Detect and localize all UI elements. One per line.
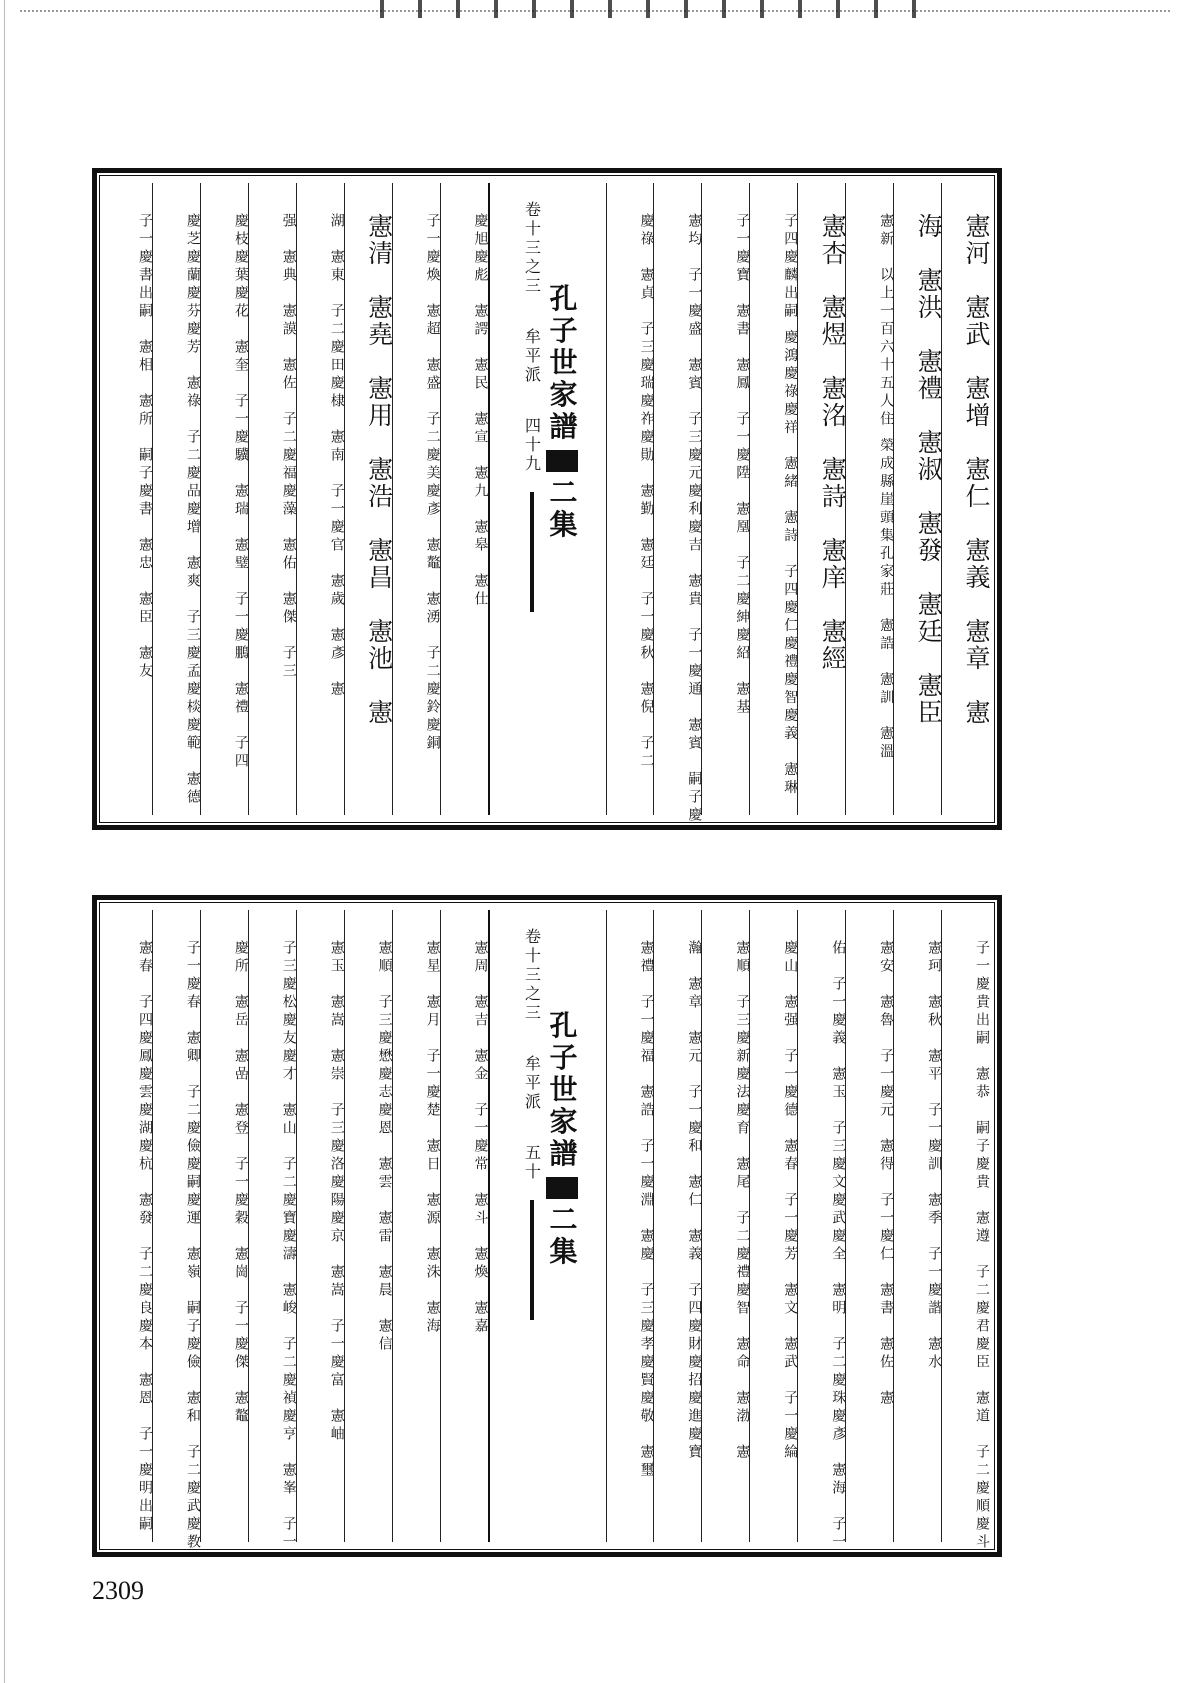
juan-label: 卷十三之三 xyxy=(522,201,542,296)
text-column: 子三慶松慶友慶才 憲山 子二慶寶慶濤 憲峻 子二慶禎慶亨 憲峯 子一 xyxy=(248,910,296,1542)
center-bar xyxy=(530,492,534,612)
text-column: 慶祿 憲貞 子三慶瑞慶祚慶勛 憲勤 憲廷 子一慶秋 憲倪 子二 xyxy=(606,183,654,815)
center-fold-column xyxy=(488,910,606,1542)
text-column: 子四慶麟出嗣 慶鴻慶祿慶祥 憲緒 憲詩 子四慶仁慶禮慶智慶義 憲琳 xyxy=(749,183,797,815)
text-column: 憲春 子四慶鳳慶雲慶湖慶杭 憲發 子二慶良慶本 憲恩 子一慶明出嗣 xyxy=(136,940,153,1534)
text-column: 憲周 憲吉 憲金 子一慶常 憲斗 憲煥 憲嘉 xyxy=(440,910,488,1542)
text-column: 憲禮 子一慶福 憲誥 子一慶淵 憲慶 子三慶孝慶賢慶敬 憲璽 xyxy=(606,910,654,1542)
page-edge-line xyxy=(4,0,5,1683)
fish-tail-mark xyxy=(546,1177,578,1199)
genealogy-page-lower xyxy=(92,895,1002,1557)
book-title: 孔子世家譜 xyxy=(545,1010,579,1171)
page-number: 2309 xyxy=(92,1576,144,1605)
folio-number: 五十 xyxy=(522,1144,542,1182)
text-column: 憲均 子一慶盛 憲賓 子三慶元慶利慶吉 憲貴 子一慶通 憲賓 嗣子慶 xyxy=(653,183,701,815)
text-column: 憲新 以上一百六十五人住 榮成縣崖頭集孔家莊 憲誥 憲訓 憲溫 xyxy=(845,183,893,815)
volume-label: 二集 xyxy=(545,477,579,542)
fish-tail-mark xyxy=(546,450,578,472)
text-column: 慶枝慶葉慶花 憲奎 子一慶驥 憲瑞 憲璧 子一慶鵬 憲禮 子四 xyxy=(200,183,248,815)
center-bar xyxy=(530,1200,534,1320)
text-column: 慶旭慶彪 憲諤 憲民 憲宣 憲九 憲皋 憲仕 xyxy=(440,183,488,815)
text-column: 瀚 憲章 憲元 子一慶和 憲仁 憲義 子四慶財慶招慶進慶寶 xyxy=(653,910,701,1542)
text-column: 憲順 子三慶懋慶志慶恩 憲雲 憲雷 憲晨 憲信 xyxy=(344,910,392,1542)
text-column: 憲玉 憲嵩 憲崇 子三慶洛慶陽慶京 憲嵩 子一慶富 憲岫 xyxy=(296,910,344,1542)
branch-label: 牟平派 xyxy=(522,1055,542,1112)
text-column: 憲河 憲武 憲增 憲仁 憲義 憲章 憲 xyxy=(941,183,989,815)
text-column: 憲清 憲堯 憲用 憲浩 憲昌 憲池 憲 xyxy=(344,183,392,815)
text-column: 海 憲洪 憲禮 憲淑 憲發 憲廷 憲臣 xyxy=(893,183,941,815)
center-fold-column xyxy=(488,183,606,815)
juan-label: 卷十三之三 xyxy=(522,928,542,1023)
text-column: 子一慶寶 憲書 憲鳳 子一慶陞 憲凰 子二慶紳慶紹 憲基 xyxy=(701,183,749,815)
text-column: 子一慶貴出嗣 憲恭 嗣子慶貴 憲遵 子二慶君慶臣 憲道 子二慶順慶斗 xyxy=(941,910,989,1542)
genealogy-page-upper xyxy=(92,168,1002,830)
text-column: 慶所 憲岳 憲嵒 憲登 子一慶穀 憲崗 子一慶傑 憲鼇 xyxy=(200,910,248,1542)
text-column: 憲順 子三慶新慶法慶育 憲尾 子二慶禮慶智 憲命 憲渤 憲 xyxy=(701,910,749,1542)
volume-label: 二集 xyxy=(545,1204,579,1269)
branch-label: 牟平派 xyxy=(522,328,542,385)
text-column: 憲安 憲魯 子一慶元 憲得 子一慶仁 憲書 憲佐 憲 xyxy=(845,910,893,1542)
text-column: 憲杏 憲煜 憲洺 憲詩 憲庠 憲經 xyxy=(797,183,845,815)
top-scan-marks xyxy=(380,0,940,18)
text-column: 子一慶春 憲卿 子二慶儉慶嗣慶運 憲嶺 嗣子慶儉 憲和 子二慶武慶教 xyxy=(152,910,200,1542)
text-column: 子一慶煥 憲超 憲盛 子二慶美慶彥 憲鼇 憲湧 子二慶鈴慶銅 xyxy=(392,183,440,815)
folio-number: 四十九 xyxy=(522,417,542,474)
text-column: 子一慶書出嗣 憲相 憲所 嗣子慶書 憲忠 憲臣 憲友 xyxy=(136,213,153,681)
book-title: 孔子世家譜 xyxy=(545,283,579,444)
text-column: 强 憲典 憲謨 憲佐 子二慶福慶藻 憲佑 憲傑 子三 xyxy=(248,183,296,815)
text-column: 湖 憲東 子二慶田慶棣 憲南 子一慶官 憲歲 憲彥 憲 xyxy=(296,183,344,815)
text-column: 慶芝慶蘭慶芬慶芳 憲祿 子二慶品慶增 憲爽 子三慶孟慶棪慶範 憲德 xyxy=(152,183,200,815)
text-column: 憲星 憲月 子一慶楚 憲日 憲源 憲洙 憲海 xyxy=(392,910,440,1542)
text-column: 佑 子一慶義 憲玉 子三慶文慶武慶全 憲明 子二慶珠慶彥 憲海 子一 xyxy=(797,910,845,1542)
text-column: 慶山 憲强 子一慶德 憲春 子一慶芳 憲文 憲武 子一慶綸 xyxy=(749,910,797,1542)
text-column: 憲珂 憲秋 憲平 子一慶訓 憲季 子一慶諧 憲水 xyxy=(893,910,941,1542)
